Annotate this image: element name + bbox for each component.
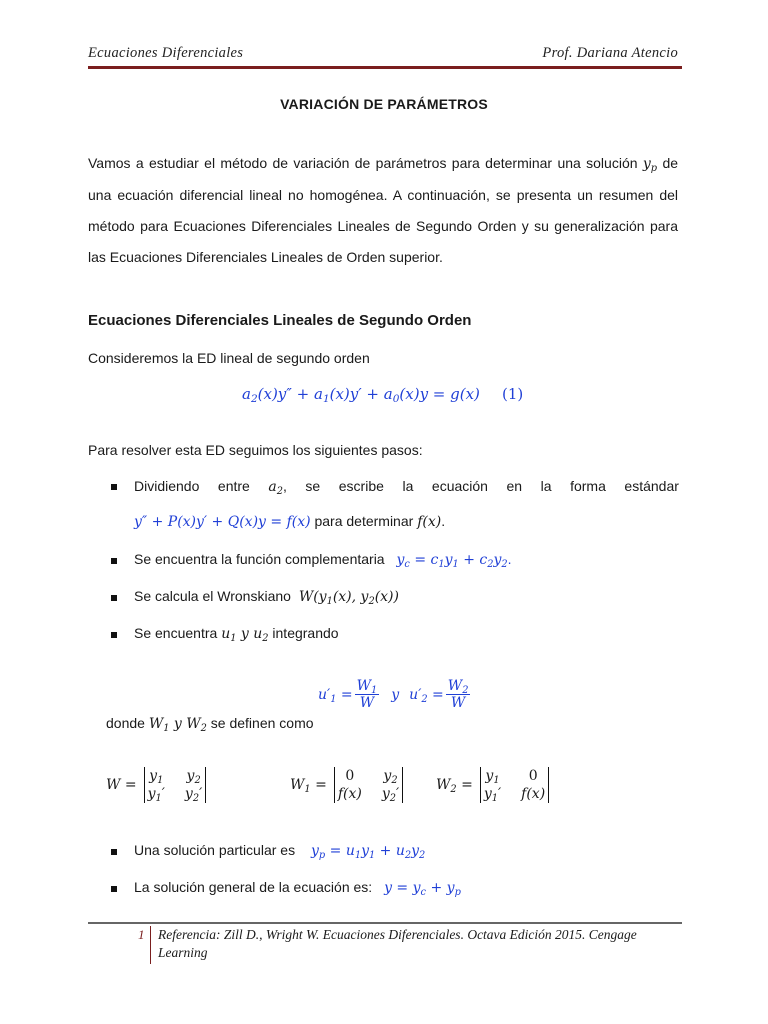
bullet-marker — [111, 558, 117, 564]
bullet-1-line-2: y″ + P(x)y′ + Q(x)y = f(x) para determinar f(x). — [134, 513, 446, 530]
bullet-marker — [111, 886, 117, 892]
bullet-marker — [111, 849, 117, 855]
bullet-1-line-1: Dividiendo entre $a_2$, se escribe la ecuación en la forma estándar — [134, 478, 679, 497]
header-left: Ecuaciones Diferenciales — [88, 45, 244, 61]
intro-line-3: método para Ecuaciones Diferenciales Lineales de Segundo Orden y su generalización para — [88, 218, 678, 234]
w2-determinant: $W_2$ = $y_1$ 0 $y_1'$ f(x) — [436, 767, 552, 803]
intro-line-2: una ecuación diferencial lineal no homogénea. A continuación, se presenta un resumen del — [88, 187, 678, 203]
intro-paragraph — [88, 148, 678, 273]
bullet-6: La solución general de la ecuación es: $y = y_c + y_p$ — [134, 879, 461, 898]
equation-number: (1) — [502, 385, 524, 403]
bullet-marker — [111, 632, 117, 638]
main-equation: $a_2(x)y'' + a_1(x)y' + a_0(x)y = g(x)$ — [242, 385, 480, 406]
bullet-2: Se encuentra la función complementaria $y_c = c_1y_1 + c_2y_2$. — [134, 551, 512, 570]
header-right: Prof. Dariana Atencio — [542, 45, 678, 61]
bullet-3: Se calcula el Wronskiano $W(y_1(x)$, $y_2(x)$) — [134, 588, 399, 607]
bullet-4: Se encuentra $u_1$ y $u_2$ integrando — [134, 625, 339, 644]
intro-line-1: Vamos a estudiar el método de variación de parámetros para determinar una solución $y_p$ de — [88, 155, 679, 174]
bullet-marker — [111, 484, 117, 490]
footer-rule — [88, 922, 682, 924]
footnote-text — [158, 926, 637, 962]
u-prime-equations: $u'_1$ = $\frac{W_1}{W}$ y $u'_2$ = $\frac{W_2}{W}$ — [318, 678, 469, 711]
footnote-number: 1 — [138, 927, 145, 942]
footnote-line-1: Referencia: Zill D., Wright W. Ecuaciones Diferenciales. Octava Edición 2015. Cengage — [158, 927, 637, 942]
bullet-5: Una solución particular es $y_p = u_1y_1 + u_2y_2$ — [134, 842, 426, 861]
footnote-divider — [150, 926, 151, 964]
footnote-line-2: Learning — [158, 945, 208, 960]
wronskian-determinant: W = $y_1$ $y_2$ $y_1'$ $y_2'$ — [106, 767, 209, 803]
donde-line: donde $W_1$ y $W_2$ se definen como — [106, 715, 314, 734]
header-rule — [88, 66, 682, 69]
section-title: Ecuaciones Diferenciales Lineales de Segundo Orden — [88, 312, 472, 329]
intro-line-4: las Ecuaciones Diferenciales Lineales de Orden superior. — [88, 249, 443, 265]
steps-intro: Para resolver esta ED seguimos los siguientes pasos: — [88, 442, 423, 458]
consider-text: Consideremos la ED lineal de segundo orden — [88, 350, 370, 366]
w1-determinant: $W_1$ = 0 $y_2$ f(x) $y_2'$ — [290, 767, 406, 803]
page-title: VARIACIÓN DE PARÁMETROS — [280, 96, 488, 112]
bullet-marker — [111, 595, 117, 601]
